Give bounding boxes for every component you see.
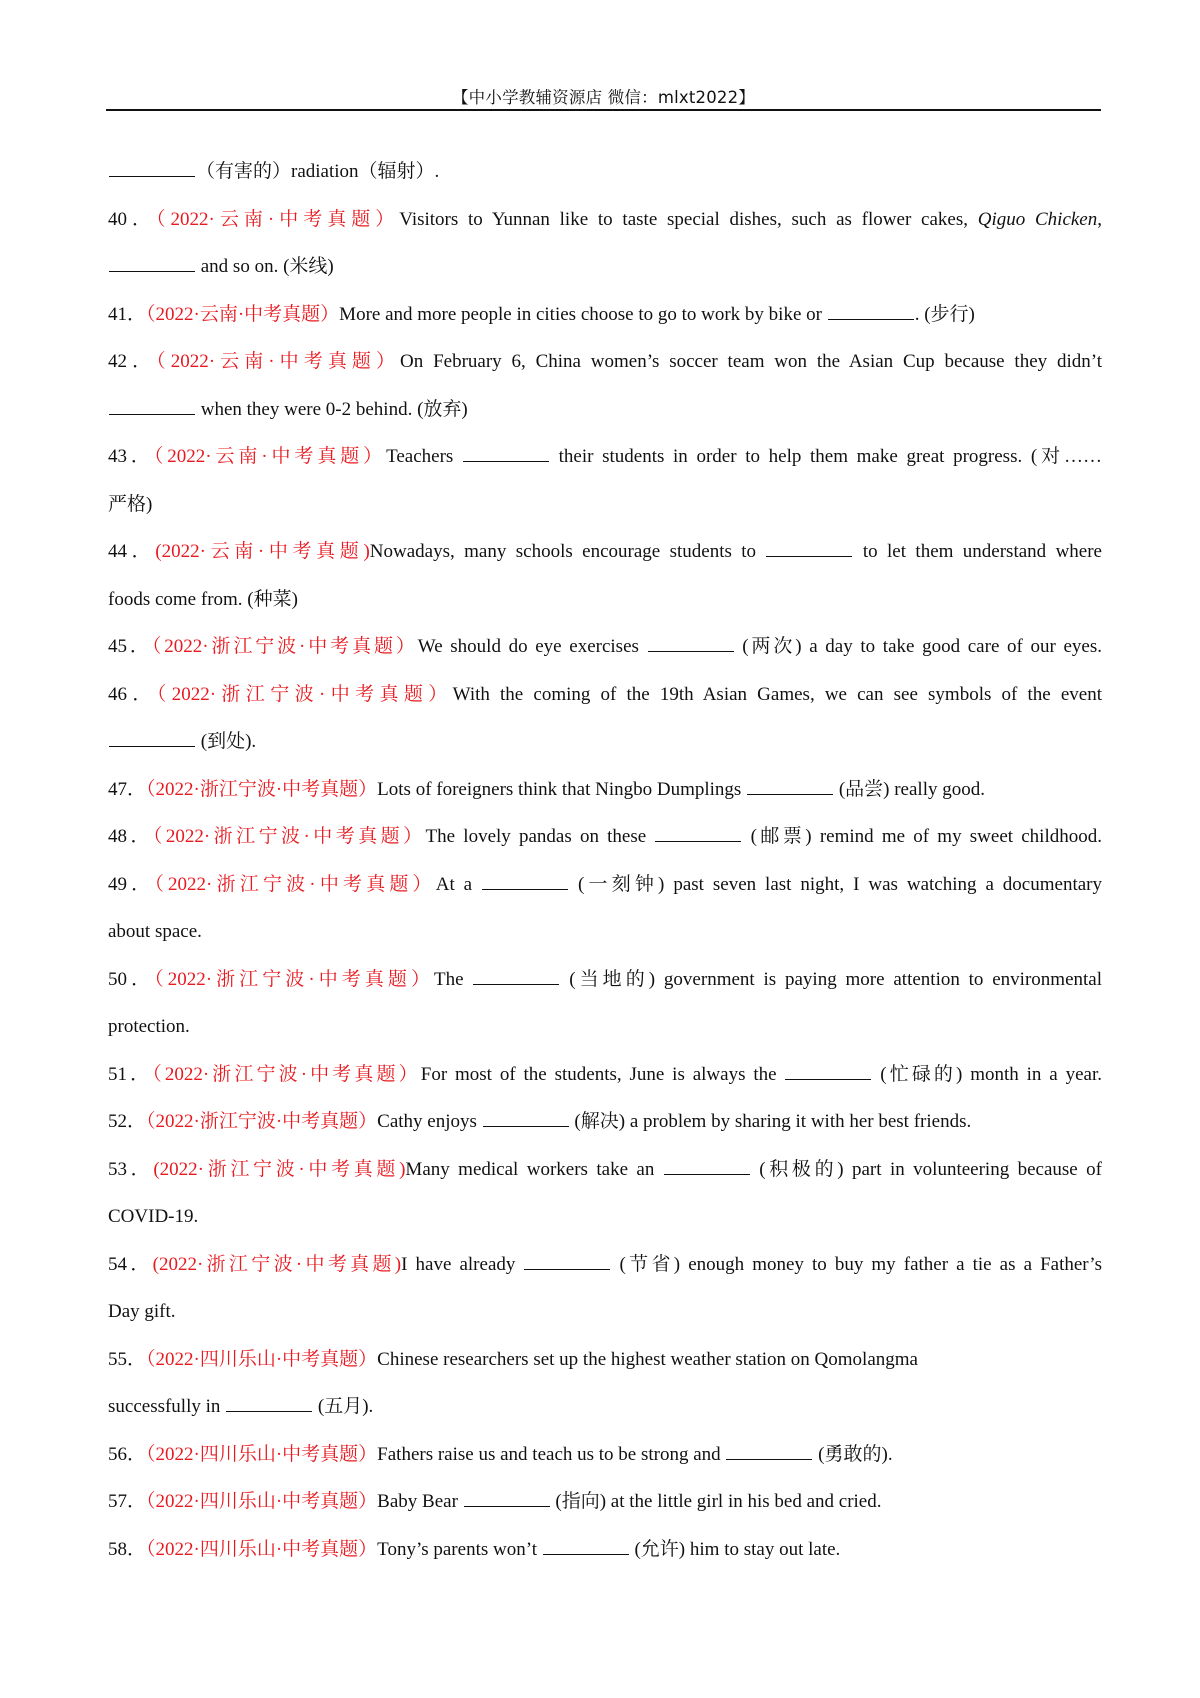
text-line (108, 1098, 1102, 1146)
question-text: 42． (108, 351, 157, 372)
question-text: 55． (108, 1348, 147, 1370)
question-source: （2022·四川乐山·中考真题） (146, 1491, 378, 1512)
text-line (108, 1383, 1102, 1431)
question-text: (允许) him to stay out late. (629, 1538, 841, 1560)
question-text: 57． (108, 1491, 147, 1512)
text-line (108, 766, 1102, 814)
question-text: Chinese researchers set up the highest weather station on Qomolangma (377, 1348, 918, 1370)
question-text: 51． (108, 1063, 153, 1085)
question-text: (忙碌的) month in a year. (872, 1063, 1102, 1085)
answer-blank (747, 793, 833, 795)
text-line (108, 338, 1102, 386)
text-line (108, 1336, 1102, 1384)
question-text: Tony’s parents won’t (377, 1538, 542, 1560)
text-line (108, 243, 1102, 291)
question-text: about space. (108, 921, 202, 942)
question-text: 44． (108, 541, 156, 562)
question-text: 56． (108, 1443, 147, 1465)
question-text: （有害的）radiation（辐射）. (196, 161, 440, 182)
text-line (108, 196, 1102, 244)
question-source: （2022·浙江宁波·中考真题） (152, 1063, 421, 1085)
question-text: (勇敢的). (813, 1443, 893, 1465)
question-text: 40． (108, 208, 157, 230)
question-source: (2022·浙江宁波·中考真题) (153, 1158, 406, 1180)
text-line (108, 386, 1102, 434)
answer-blank (766, 555, 852, 557)
italic-term: Qiguo Chicken (977, 208, 1098, 230)
question-text: and so on. (米线) (196, 256, 334, 277)
question-text: The lovely pandas on these (425, 826, 655, 847)
answer-blank (482, 888, 568, 890)
question-text: 54． (108, 1253, 153, 1275)
question-source: （2022·浙江宁波·中考真题） (151, 636, 418, 657)
question-text: Teachers (386, 446, 462, 467)
text-line (108, 1526, 1102, 1574)
answer-blank (648, 650, 734, 652)
text-line (108, 1288, 1102, 1336)
question-source: （2022·云南·中考真题） (156, 208, 400, 230)
answer-blank (726, 1458, 812, 1460)
question-text: (节省) enough money to buy my father a tie as a Father’s (611, 1253, 1102, 1275)
question-text: For most of the students, June is always the (420, 1063, 785, 1085)
question-text: their students in order to help them make great progress. (对…… (549, 446, 1103, 467)
question-text: 58． (108, 1538, 147, 1560)
text-line (108, 956, 1102, 1004)
text-line (108, 528, 1102, 576)
question-text: More and more people in cities choose to go to work by bike or (339, 303, 827, 325)
question-text: (积极的) part in volunteering because of (750, 1158, 1102, 1180)
question-text: successfully in (108, 1396, 226, 1417)
question-text: Lots of foreigners think that Ningbo Dumplings (377, 778, 747, 800)
question-text: At a (435, 873, 482, 895)
question-text: I have already (401, 1253, 524, 1275)
answer-blank (473, 983, 559, 985)
question-source: （2022·四川乐山·中考真题） (146, 1538, 378, 1560)
answer-blank (524, 1268, 610, 1270)
question-source: （2022·四川乐山·中考真题） (146, 1443, 378, 1465)
question-text: Day gift. (108, 1301, 176, 1322)
question-text: The (434, 968, 473, 990)
answer-blank (109, 270, 195, 272)
question-text: 48． (108, 826, 153, 847)
question-text: 52． (108, 1111, 147, 1132)
question-text: (指向) at the little girl in his bed and cried. (550, 1491, 882, 1512)
question-text: We should do eye exercises (417, 636, 647, 657)
answer-blank (109, 175, 195, 177)
question-text: to let them understand where (853, 541, 1102, 562)
question-text: 47． (108, 778, 147, 800)
question-source: （2022·四川乐山·中考真题） (146, 1348, 378, 1370)
question-source: （2022·浙江宁波·中考真题） (152, 826, 426, 847)
question-source: （2022·云南·中考真题） (153, 446, 387, 467)
question-source: （2022·浙江宁波·中考真题） (154, 968, 435, 990)
question-text: (当地的) government is paying more attention to environmental (560, 968, 1102, 990)
text-line (108, 813, 1102, 861)
question-source: （2022·云南·中考真题） (146, 303, 340, 325)
question-text: . (步行) (914, 303, 975, 325)
text-line (108, 623, 1102, 671)
question-text: On February 6, China women’s soccer team won the Asian Cup because they didn’t (400, 351, 1102, 372)
text-line (108, 148, 1102, 196)
question-text: 严格) (108, 493, 153, 515)
answer-blank (464, 1505, 550, 1507)
page-header: 【中小学教辅资源店 微信：mlxt2022】 (451, 88, 756, 107)
answer-blank (828, 318, 914, 320)
text-line (108, 1478, 1102, 1526)
question-text: Cathy enjoys (377, 1111, 482, 1132)
answer-blank (109, 413, 195, 415)
question-text: (邮票) remind me of my sweet childhood. (742, 826, 1102, 847)
question-text: COVID-19. (108, 1206, 199, 1227)
question-text: 50． (108, 968, 155, 990)
question-text: With the coming of the 19th Asian Games, we can see symbols of the event (452, 683, 1102, 705)
question-source: (2022·浙江宁波·中考真题) (152, 1253, 402, 1275)
question-text: Visitors to Yunnan like to taste special dishes, such as flower cakes, (399, 208, 978, 230)
question-source: （2022·浙江宁波·中考真题） (146, 778, 378, 800)
text-line (108, 1051, 1102, 1099)
question-text: Nowadays, many schools encourage students to (369, 541, 766, 562)
text-line (108, 1241, 1102, 1289)
question-text: Baby Bear (377, 1491, 463, 1512)
text-line (108, 576, 1102, 624)
question-source: （2022·浙江宁波·中考真题） (156, 683, 453, 705)
question-source: （2022·浙江宁波·中考真题） (146, 1111, 378, 1132)
question-text: when they were 0-2 behind. (放弃) (196, 398, 468, 420)
text-line (108, 1003, 1102, 1051)
question-text: (一刻钟) past seven last night, I was watching a documentary (569, 873, 1102, 895)
text-line (108, 861, 1102, 909)
question-text: 45． (108, 636, 152, 657)
text-line (108, 291, 1102, 339)
text-line (108, 1431, 1102, 1479)
text-line (108, 1193, 1102, 1241)
answer-blank (664, 1173, 750, 1175)
question-text: 49． (108, 873, 155, 895)
text-line (108, 433, 1102, 481)
question-text: (两次) a day to take good care of our eyes. (734, 636, 1102, 657)
header-divider (106, 109, 1101, 111)
exercise-list (108, 148, 1102, 1573)
question-source: （2022·云南·中考真题） (156, 351, 401, 372)
question-text: (品尝) really good. (834, 778, 985, 800)
question-text: 43． (108, 446, 154, 467)
question-text: (五月). (313, 1396, 374, 1417)
question-text: 46． (108, 683, 157, 705)
question-text: , (1097, 208, 1102, 230)
question-text: (解决) a problem by sharing it with her best friends. (569, 1111, 972, 1132)
answer-blank (483, 1125, 569, 1127)
question-text: 53． (108, 1158, 154, 1180)
question-text: foods come from. (种菜) (108, 588, 298, 610)
question-source: （2022·浙江宁波·中考真题） (154, 873, 436, 895)
answer-blank (655, 840, 741, 842)
text-line (108, 481, 1102, 529)
question-text: protection. (108, 1016, 190, 1037)
text-line (108, 908, 1102, 956)
question-text: (到处). (196, 731, 257, 752)
question-text: Many medical workers take an (405, 1158, 663, 1180)
answer-blank (109, 745, 195, 747)
text-line (108, 718, 1102, 766)
answer-blank (463, 460, 549, 462)
answer-blank (226, 1410, 312, 1412)
question-text: 41． (108, 303, 147, 325)
answer-blank (543, 1553, 629, 1555)
answer-blank (785, 1078, 871, 1080)
text-line (108, 1146, 1102, 1194)
question-text: Fathers raise us and teach us to be strong and (377, 1443, 726, 1465)
text-line (108, 671, 1102, 719)
question-source: (2022·云南·中考真题) (155, 541, 370, 562)
